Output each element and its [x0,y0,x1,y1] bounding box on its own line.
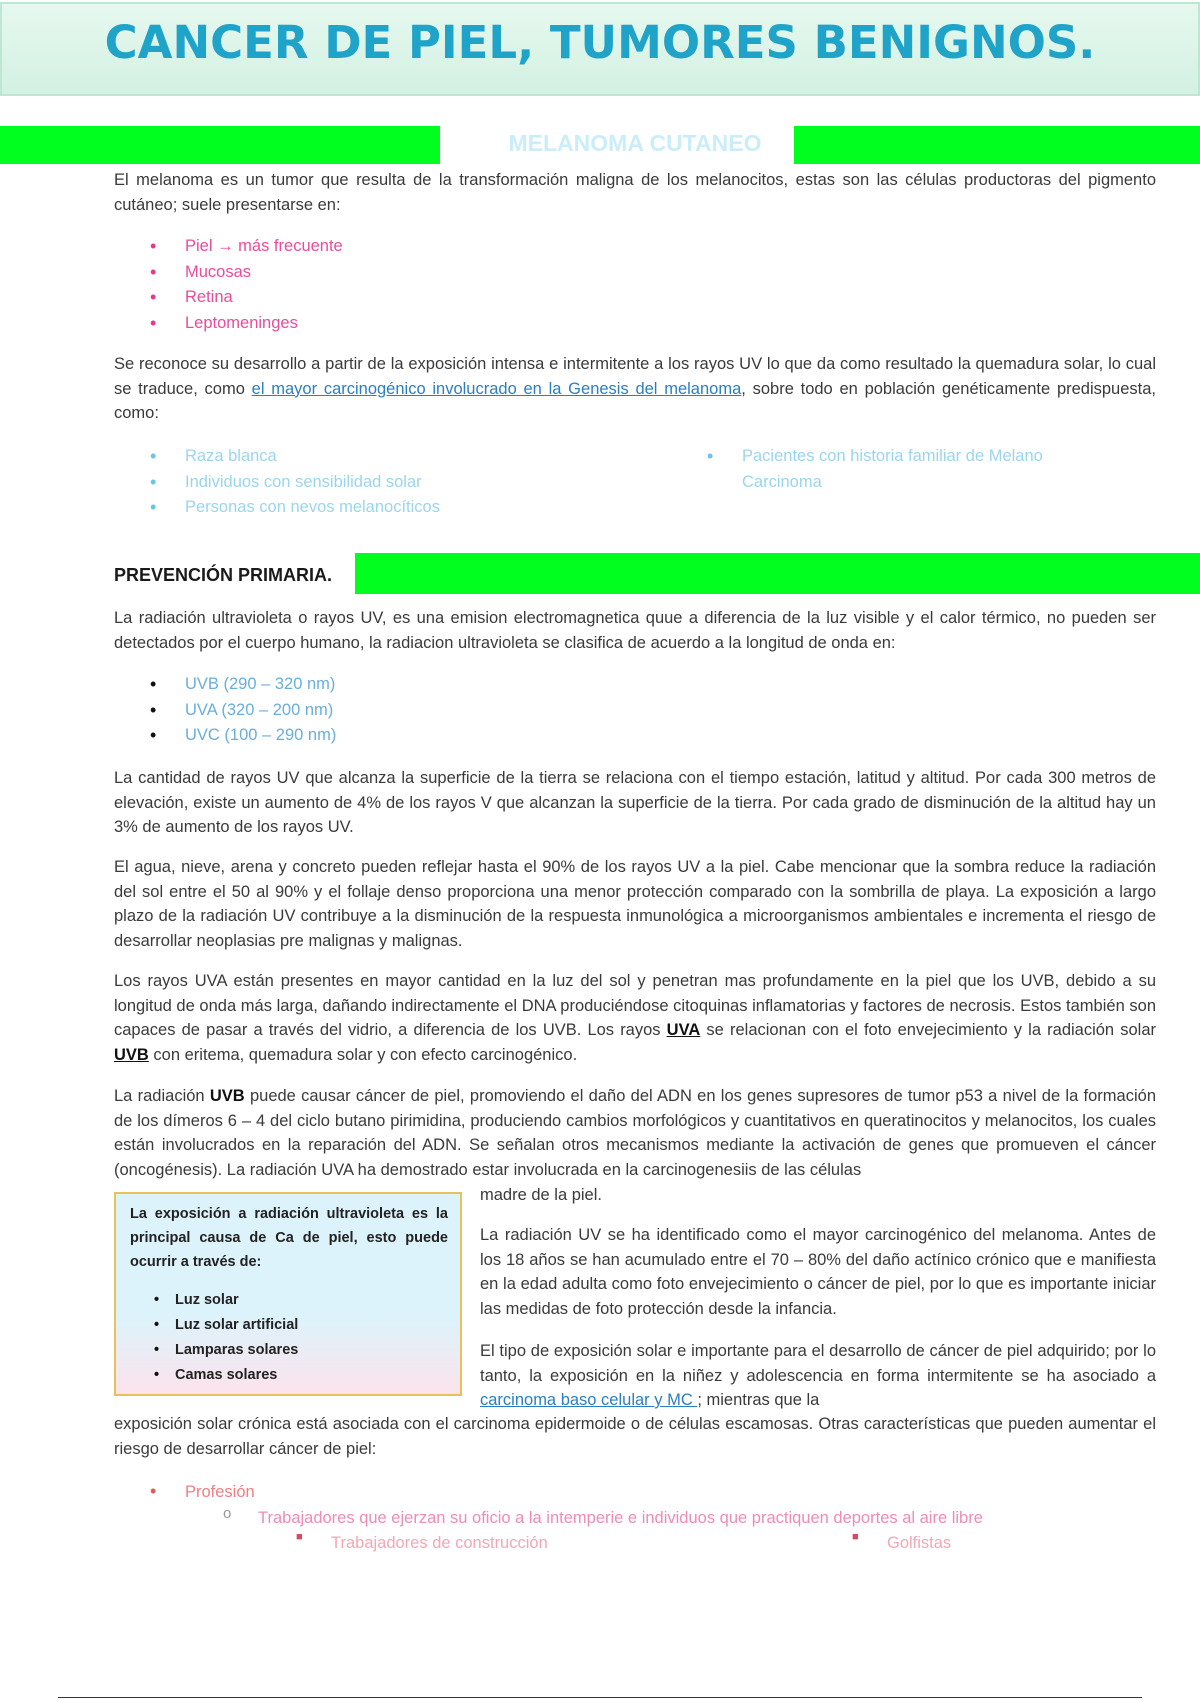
risk-list-left [150,444,570,521]
bullet: o [223,1505,232,1522]
uvb-term: UVB [114,1045,149,1064]
list-item: • Personas con nevos melanocíticos [150,495,570,521]
list-item: • UVB (290 – 320 nm) [150,672,336,698]
text-run: ; mientras que la [697,1391,820,1409]
list-item: • Pacientes con historia familiar de Melano Carcinoma [707,444,1087,495]
factor-profession: Profesión [185,1483,255,1501]
section-highlight-bar-right [794,126,1200,164]
exposure-type-paragraph [480,1339,1156,1409]
carcinoma-link[interactable]: carcinoma baso celular y MC [480,1391,698,1409]
text-run: , sobre todo en población genéticamente predispuesta, como: [114,379,1157,422]
text-run: puede causar cáncer de piel, promoviendo el daño del ADN en los genes supresores de tumor p53 a nivel de la formación de los dímeros 6 – 4 del ciclo butano pirimidina, produciendo cambios morfológicos y cuantitativos en queratinocitos y melanocitos, los cuales están involucrados en la reparación del ADN. Se señalan otros mecanismos mediante la activación de genes que promueven el cáncer (oncogénesis). La radiación UVA ha demostrado estar involucrada en la carcinogenesiis de las células [114,1087,1156,1179]
list-item: • Retina [150,285,343,311]
list-item: • Lamparas solares [130,1338,448,1363]
uv-reflection-paragraph: El agua, nieve, arena y concreto pueden reflejar hasta el 90% de los rayos UV a la piel. Cabe mencionar que la sombra reduce la radiación del sol entre el 50 al 90% y el follaje denso proporciona una menor protección comparado con la sombrilla de playa. La exposición a largo plazo de la radiación UV contribuye a la disminución de la respuesta inmunológica a microorganismos ambientales e incrementa el riesgo de desarrollar neoplasias pre malignas y malignas. [114,858,1156,950]
uva-paragraph [114,969,1156,1067]
section-highlight-bar-prevention [355,553,1200,594]
bullet: ■ [296,1531,303,1543]
list-item: • UVA (320 – 200 nm) [150,698,336,724]
uv-radiation-paragraph: La radiación ultravioleta o rayos UV, es una emision electromagnetica quue a diferencia de la luz visible y el calor térmico, no pueden ser detectados por el cuerpo humano, la radiacion ultravioleta se clasifica de acuerdo a la longitud de onda en: [114,609,1156,652]
callout-list [130,1288,448,1388]
text-run: con eritema, quemadura solar y con efecto carcinogénico. [148,1045,578,1064]
uvb-paragraph [114,1084,1156,1182]
section-highlight-bar-left [0,126,440,164]
callout-text: La exposición a radiación ultravioleta es la principal causa de Ca de piel, esto puede ocurrir a través de: [130,1206,448,1270]
bullet: • [150,1481,157,1501]
risk-list-right [707,444,1087,495]
uv-development-paragraph [114,352,1156,426]
exposure-callout-box [114,1192,462,1396]
factor-subtext: Trabajadores que ejerzan su oficio a la intemperie e individuos que practiquen deportes al aire libre [258,1509,983,1527]
list-item: • Luz solar artificial [130,1313,448,1338]
text-run: Los rayos UVA están presentes en mayor cantidad en la luz del sol y penetran mas profundamente en la piel que los UVB, debido a su longitud de onda más larga, dañando indirectamente el DNA produciéndose citoquinas inflamatorias y factores de necrosis. Estos también son capaces de pasar a través del vidrio, a diferencia de los UVB. Los rayos [114,972,1156,1039]
bullet: ■ [852,1531,859,1543]
list-item: • UVC (100 – 290 nm) [150,723,336,749]
list-item: • Individuos con sensibilidad solar [150,470,570,496]
footer-divider [58,1697,1142,1698]
uv-types-list [150,672,336,749]
carcinogenic-link[interactable]: el mayor carcinogénico involucrado en la Genesis del melanoma [251,379,742,398]
list-item: • Camas solares [130,1363,448,1388]
list-item: • Leptomeninges [150,311,343,337]
location-list [150,234,343,336]
list-item: • Raza blanca [150,444,570,470]
text-run: Se reconoce su desarrollo a partir de la exposición intensa e intermitente a los rayos UV lo que da como resultado la quemadura solar, lo cual se traduce, como [114,355,1156,398]
text-run: La radiación [114,1087,210,1105]
list-item: • Piel → más frecuente [150,234,343,260]
melanoma-intro: El melanoma es un tumor que resulta de la transformación maligna de los melanocitos, estas son las células productoras del pigmento cutáneo; suele presentarse en: [114,171,1156,214]
factor-item-golfers: Golfistas [887,1534,952,1552]
uv-altitude-paragraph: La cantidad de rayos UV que alcanza la superficie de la tierra se relaciona con el tiempo estación, latitud y altitud. Por cada 300 metros de elevación, existe un aumento de 4% de los rayos V que alcanzan la superficie de la tierra. Por cada grado de disminución de la altitud hay un 3% de aumento de los rayos UV. [114,769,1156,836]
section-heading-melanoma: MELANOMA CUTANEO [508,130,762,156]
page-title: CANCER DE PIEL, TUMORES BENIGNOS. [104,16,1096,69]
uv-melanoma-paragraph: La radiación UV se ha identificado como el mayor carcinogénico del melanoma. Antes de los 18 años se han acumulado entre el 70 – 80% del daño actínico crónico que e manifiesta en la edad adulta como foto envejecimiento o cáncer de piel, por lo que es importante iniciar las medidas de foto protección desde la infancia. [480,1226,1156,1318]
uvb-paragraph-tail: madre de la piel. [480,1186,602,1204]
list-item: • Mucosas [150,260,343,286]
uvb-term: UVB [209,1087,245,1105]
section-heading-prevention: PREVENCIÓN PRIMARIA. [114,565,333,585]
factor-item-construction: Trabajadores de construcción [331,1534,548,1552]
text-run: se relacionan con el foto envejecimiento y la radiación solar [700,1021,1156,1039]
text-run: El tipo de exposición solar e importante para el desarrollo de cáncer de piel adquirido; por lo tanto, la exposición en la niñez y adolescencia en forma intermitente se ha asociado a [480,1342,1156,1385]
list-item: • Luz solar [130,1288,448,1313]
uva-term: UVA [666,1021,701,1039]
exposure-type-paragraph-cont: exposición solar crónica está asociada con el carcinoma epidermoide o de células escamosas. Otras características que pueden aumentar el riesgo de desarrollar cáncer de piel: [114,1415,1156,1458]
